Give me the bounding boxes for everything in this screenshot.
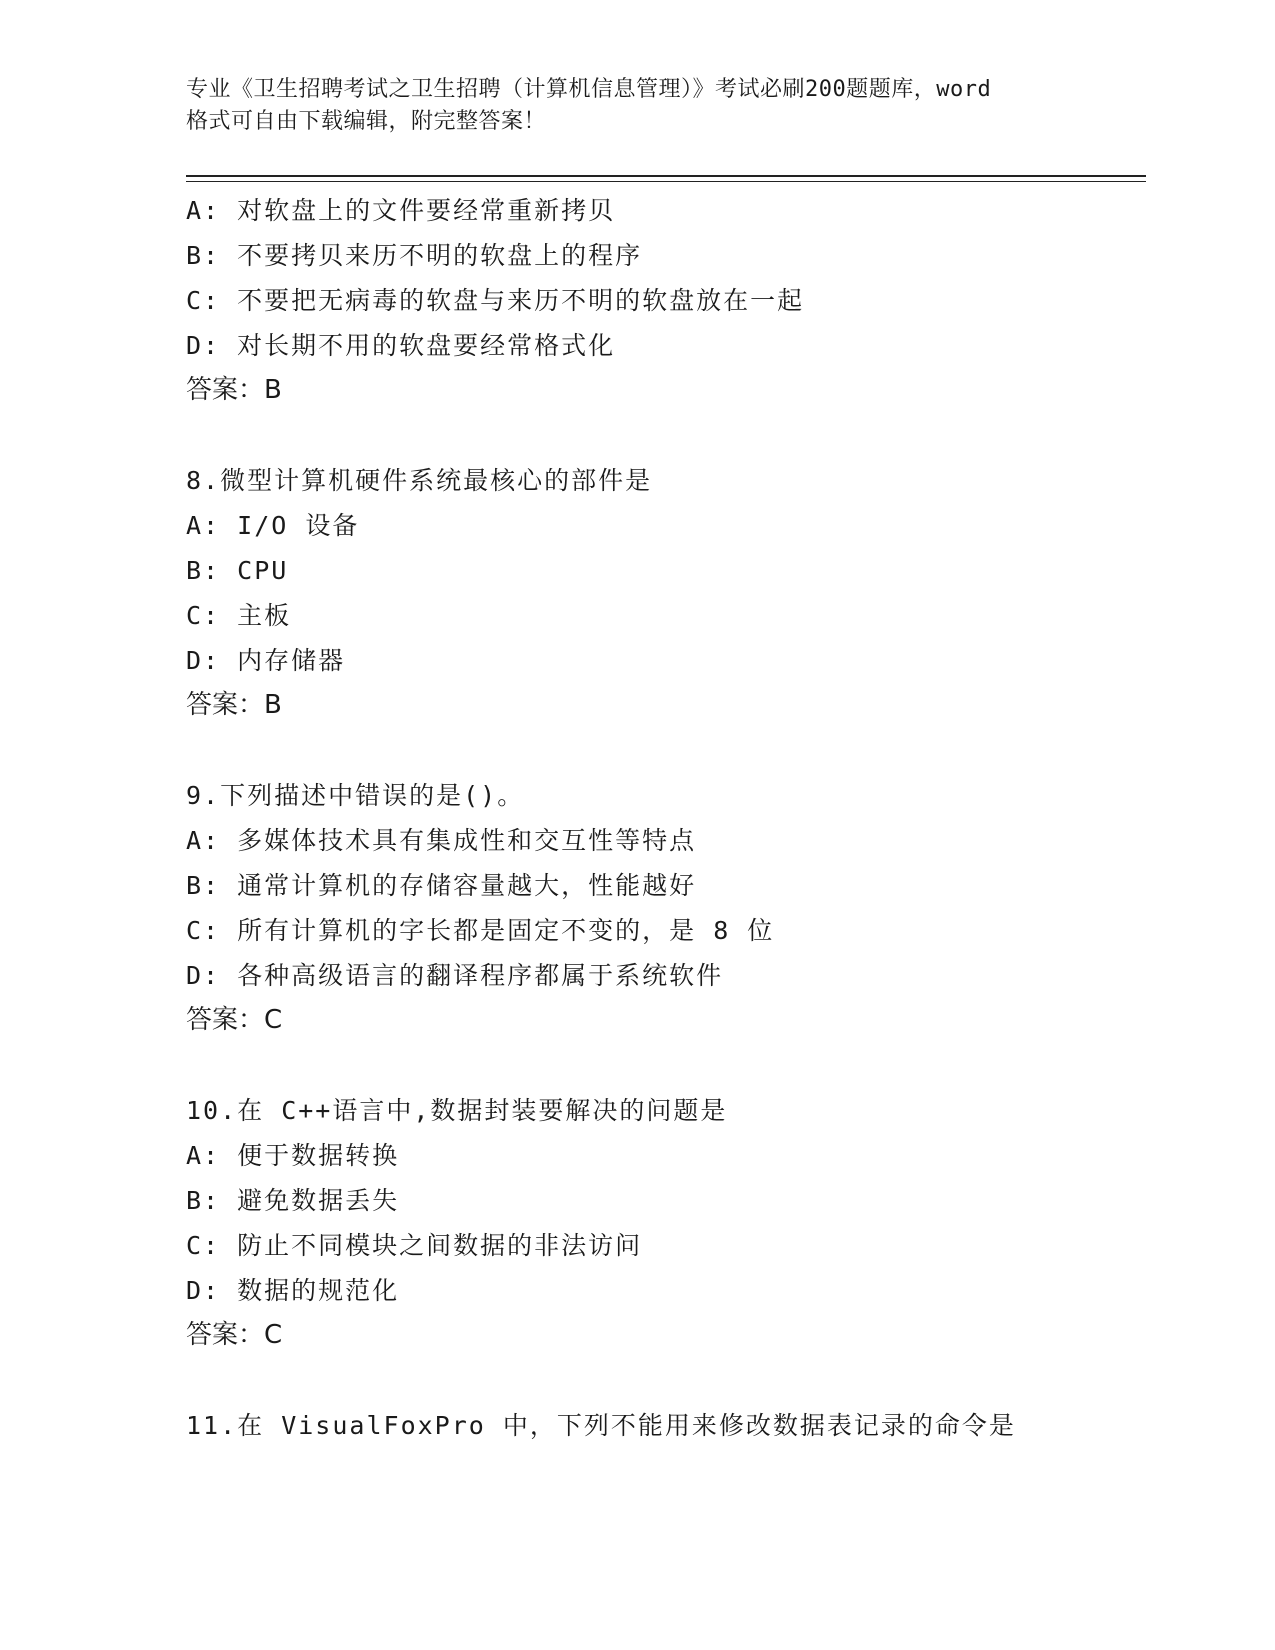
- spacer: [186, 1358, 1146, 1403]
- header-line-2: 格式可自由下载编辑，附完整答案！: [186, 109, 547, 134]
- option-b: B: 不要拷贝来历不明的软盘上的程序: [186, 241, 643, 270]
- option-b: B: CPU: [186, 556, 289, 585]
- question-block: [186, 458, 1146, 728]
- question-block: [186, 1088, 1146, 1358]
- option-c: C: 所有计算机的字长都是固定不变的，是 8 位: [186, 916, 775, 945]
- option-d: D: 内存储器: [186, 646, 346, 675]
- header-divider-thin: [186, 181, 1146, 182]
- spacer: [186, 1043, 1146, 1088]
- header-line-1: 专业《卫生招聘考试之卫生招聘（计算机信息管理）》考试必刷200题题库，word: [186, 77, 992, 102]
- option-a: A: I/O 设备: [186, 511, 360, 540]
- question-title: 11.在 VisualFoxPro 中，下列不能用来修改数据表记录的命令是: [186, 1411, 1016, 1440]
- question-title: 9.下列描述中错误的是()。: [186, 781, 525, 810]
- question-title: 10.在 C++语言中,数据封装要解决的问题是: [186, 1096, 728, 1125]
- spacer: [186, 413, 1146, 458]
- option-c: C: 防止不同模块之间数据的非法访问: [186, 1231, 643, 1260]
- header-divider: [186, 175, 1146, 177]
- document-header: [186, 74, 1106, 138]
- answer-line: 答案：B: [186, 690, 282, 720]
- option-b: B: 通常计算机的存储容量越大，性能越好: [186, 871, 697, 900]
- option-c: C: 主板: [186, 601, 292, 630]
- answer-line: 答案：B: [186, 375, 282, 405]
- question-list: [186, 188, 1146, 1448]
- question-block: [186, 188, 1146, 413]
- answer-line: 答案：C: [186, 1005, 283, 1035]
- option-a: A: 多媒体技术具有集成性和交互性等特点: [186, 826, 697, 855]
- option-d: D: 数据的规范化: [186, 1276, 400, 1305]
- spacer: [186, 728, 1146, 773]
- option-d: D: 对长期不用的软盘要经常格式化: [186, 331, 616, 360]
- answer-line: 答案：C: [186, 1320, 283, 1350]
- option-a: A: 对软盘上的文件要经常重新拷贝: [186, 196, 616, 225]
- option-a: A: 便于数据转换: [186, 1141, 400, 1170]
- option-d: D: 各种高级语言的翻译程序都属于系统软件: [186, 961, 724, 990]
- question-title: 8.微型计算机硬件系统最核心的部件是: [186, 466, 653, 495]
- option-b: B: 避免数据丢失: [186, 1186, 400, 1215]
- question-block: [186, 773, 1146, 1043]
- option-c: C: 不要把无病毒的软盘与来历不明的软盘放在一起: [186, 286, 805, 315]
- question-block: [186, 1403, 1146, 1448]
